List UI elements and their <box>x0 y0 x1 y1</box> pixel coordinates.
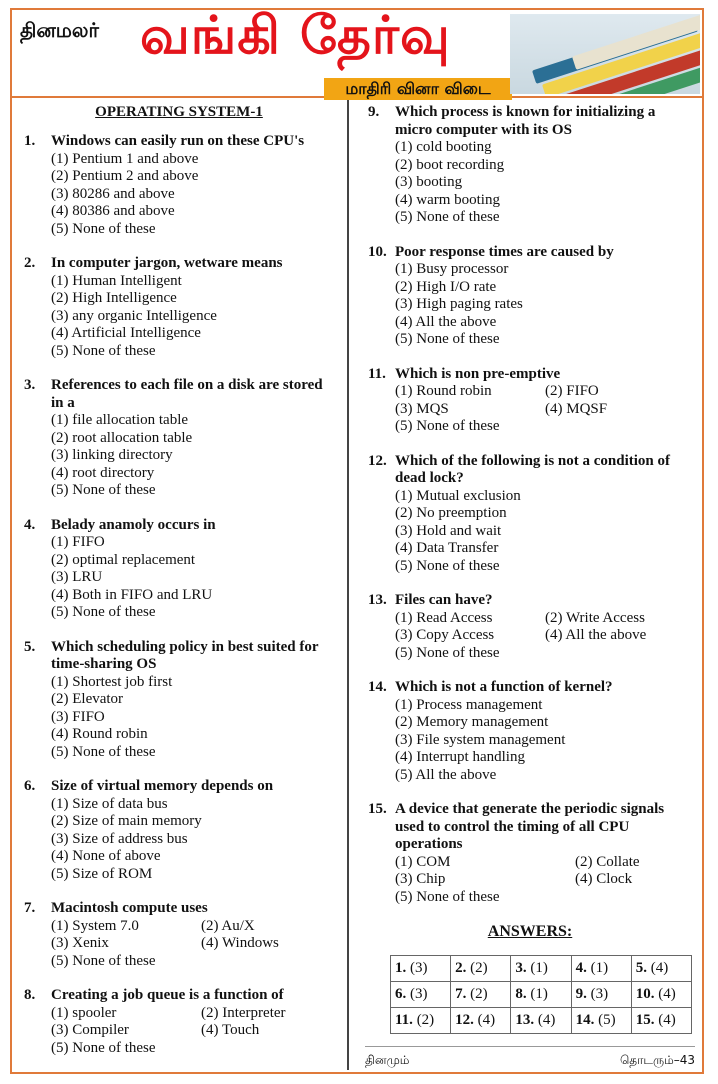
option-item: (3) Hold and wait <box>395 522 502 539</box>
option-item: (4) All the above <box>545 627 647 643</box>
question-header <box>24 900 334 918</box>
options-list <box>24 918 334 971</box>
footer <box>365 1046 695 1069</box>
option-item: (1) System 7.0 <box>51 917 139 934</box>
answer-number: 9. <box>575 986 587 1002</box>
answer-value: (2) <box>470 986 488 1002</box>
option-item: (4) MQSF <box>545 400 608 417</box>
question-text: Windows can easily run on these CPU's <box>51 133 305 149</box>
option-item: (2) High Intelligence <box>51 290 177 306</box>
answer-value: (5) <box>598 1012 616 1028</box>
answer-number: 8. <box>515 986 527 1002</box>
answer-cell <box>631 956 691 982</box>
question-text: Poor response times are caused by <box>395 243 614 260</box>
question-item <box>24 639 334 762</box>
answer-cell <box>391 982 451 1008</box>
question-number: 13. <box>368 592 387 608</box>
question-text: A device that generate the periodic signals used to control the timing of all CPU operations <box>395 801 665 852</box>
option-item: (4) None of above <box>51 848 161 864</box>
question-header <box>24 517 334 535</box>
option-item: (2) Pentium 2 and above <box>51 168 199 184</box>
option-item: (5) None of these <box>51 604 156 620</box>
option-item: (3) Compiler <box>51 1022 129 1038</box>
answer-cell <box>571 956 631 982</box>
question-item <box>368 104 692 227</box>
option-item: (2) No preemption <box>395 505 507 521</box>
question-text: Which process is known for initializing a micro computer with its OS <box>395 104 656 138</box>
question-item <box>368 244 692 349</box>
question-text: Belady anamoly occurs in <box>51 516 216 533</box>
option-item: (3) File system management <box>395 731 566 748</box>
answer-number: 15. <box>635 1012 655 1028</box>
answer-number: 7. <box>455 986 467 1002</box>
answer-value: (2) <box>470 960 488 976</box>
option-item: (5) None of these <box>51 342 156 359</box>
option-item: (2) optimal replacement <box>51 551 196 568</box>
page-title: வங்கி தேர்வு <box>140 6 451 66</box>
option-item: (3) any organic Intelligence <box>51 307 217 324</box>
question-number: 14. <box>368 679 387 695</box>
answers-row <box>391 956 692 982</box>
question-header <box>24 987 334 1005</box>
options-list <box>24 796 334 884</box>
answer-cell <box>511 982 571 1008</box>
option-item: (3) MQS <box>395 400 449 417</box>
answer-cell <box>451 1008 511 1034</box>
answer-number: 10. <box>635 986 655 1002</box>
option-item: (1) file allocation table <box>51 412 189 428</box>
answer-number: 13. <box>515 1012 535 1028</box>
option-item: (1) Busy processor <box>395 261 509 277</box>
option-item: (2) Write Access <box>545 609 645 626</box>
option-item: (2) boot recording <box>395 156 505 173</box>
answer-cell <box>571 982 631 1008</box>
option-item: (4) root directory <box>51 464 155 481</box>
question-item <box>24 900 334 970</box>
answer-value: (1) <box>530 960 548 976</box>
answer-cell <box>571 1008 631 1034</box>
option-item: (1) spooler <box>51 1004 117 1021</box>
options-grid <box>395 383 692 418</box>
question-number: 12. <box>368 452 387 469</box>
options-list <box>368 697 692 785</box>
options-grid <box>51 918 334 953</box>
option-item: (4) Interrupt handling <box>395 749 525 765</box>
question-number: 11. <box>368 365 386 382</box>
left-column <box>24 104 334 1074</box>
answer-value: (4) <box>658 986 676 1002</box>
options-grid <box>395 854 692 889</box>
footer-right: தொடரும்–43 <box>619 1053 695 1067</box>
option-item: (1) Process management <box>395 696 543 713</box>
answer-cell <box>511 956 571 982</box>
option-item: (1) Shortest job first <box>51 673 173 690</box>
option-item: (4) All the above <box>395 313 497 330</box>
question-header <box>24 639 334 674</box>
question-number: 9. <box>368 104 380 120</box>
footer-left: தினமும் <box>365 1053 410 1067</box>
option-item: (2) High I/O rate <box>395 278 497 295</box>
question-header <box>368 366 692 384</box>
question-item <box>368 453 692 576</box>
option-item: (2) Memory management <box>395 714 549 730</box>
option-item: (1) COM <box>395 853 451 870</box>
option-item: (4) Round robin <box>51 726 148 742</box>
option-item: (4) Touch <box>201 1022 260 1038</box>
answer-cell <box>391 956 451 982</box>
subtitle-banner: மாதிரி வினா விடை <box>324 78 512 100</box>
answer-value: (1) <box>590 960 609 976</box>
question-text: Size of virtual memory depends on <box>51 778 274 794</box>
option-item: (3) Chip <box>395 871 446 887</box>
option-item: (5) None of these <box>51 1039 156 1056</box>
answer-value: (3) <box>590 986 609 1002</box>
option-item: (1) Mutual exclusion <box>395 487 521 504</box>
answer-cell <box>451 982 511 1008</box>
answer-cell <box>631 1008 691 1034</box>
option-item: (3) LRU <box>51 569 103 585</box>
question-text: Which scheduling policy in best suited for time-sharing OS <box>51 638 319 672</box>
question-number: 10. <box>368 243 387 260</box>
question-item <box>368 679 692 784</box>
option-item: (3) booting <box>395 174 463 190</box>
option-item: (5) None of these <box>395 888 500 905</box>
question-header <box>368 104 692 139</box>
question-text: Creating a job queue is a function of <box>51 987 284 1003</box>
option-item: (3) FIFO <box>51 708 105 725</box>
option-item: (1) cold booting <box>395 139 492 155</box>
answer-value: (4) <box>650 960 669 976</box>
answers-row <box>391 982 692 1008</box>
option-item: (1) Round robin <box>395 383 492 399</box>
question-header <box>368 244 692 262</box>
option-item: (3) Copy Access <box>395 627 495 643</box>
options-grid <box>51 1005 334 1040</box>
option-item: (4) Data Transfer <box>395 540 499 556</box>
answer-cell <box>391 1008 451 1034</box>
answer-number: 11. <box>395 1012 413 1028</box>
option-item: (4) Clock <box>575 871 633 887</box>
option-item: (5) Size of ROM <box>51 865 153 882</box>
options-list <box>24 273 334 361</box>
answer-number: 6. <box>395 986 407 1002</box>
answer-value: (4) <box>658 1012 676 1028</box>
option-item: (2) root allocation table <box>51 429 193 446</box>
option-item: (1) Read Access <box>395 609 493 626</box>
answer-cell <box>511 1008 571 1034</box>
option-item: (1) Size of data bus <box>51 795 168 812</box>
options-list <box>368 139 692 227</box>
question-number: 7. <box>24 900 36 916</box>
option-item: (1) FIFO <box>51 534 105 550</box>
question-item <box>368 801 692 906</box>
answers-table <box>390 955 692 1034</box>
answer-number: 1. <box>395 960 407 976</box>
option-item: (2) Interpreter <box>201 1004 286 1021</box>
option-item: (5) None of these <box>51 743 156 760</box>
question-header <box>368 801 692 854</box>
option-item: (2) Collate <box>575 853 640 870</box>
option-item: (5) None of these <box>51 482 156 498</box>
option-item: (5) None of these <box>395 418 500 434</box>
option-item: (2) Size of main memory <box>51 813 202 829</box>
option-item: (2) Elevator <box>51 691 124 707</box>
option-item: (4) Windows <box>201 935 279 951</box>
question-item <box>24 778 334 883</box>
option-item: (5) None of these <box>51 952 156 969</box>
header <box>12 6 702 98</box>
question-number: 5. <box>24 638 36 655</box>
option-item: (4) warm booting <box>395 191 500 208</box>
options-list <box>368 854 692 907</box>
options-list <box>24 674 334 762</box>
question-number: 6. <box>24 778 36 794</box>
options-list <box>24 1005 334 1058</box>
answer-number: 2. <box>455 960 467 976</box>
options-list <box>24 412 334 500</box>
answer-cell <box>451 956 511 982</box>
option-item: (5) None of these <box>395 644 500 661</box>
option-item: (5) None of these <box>395 209 500 225</box>
question-number: 4. <box>24 516 36 533</box>
answer-number: 5. <box>635 960 648 976</box>
question-item <box>24 133 334 238</box>
options-grid <box>395 610 692 645</box>
option-item: (4) 80386 and above <box>51 203 175 219</box>
answers-row <box>391 1008 692 1034</box>
options-list <box>368 488 692 576</box>
options-list <box>24 151 334 239</box>
question-text: In computer jargon, wetware means <box>51 255 283 271</box>
question-item <box>24 987 334 1057</box>
question-number: 1. <box>24 133 36 149</box>
question-header <box>24 133 334 151</box>
option-item: (3) Xenix <box>51 935 109 951</box>
option-item: (3) linking directory <box>51 447 173 463</box>
question-number: 15. <box>368 801 387 817</box>
question-header <box>368 592 692 610</box>
options-list <box>368 383 692 436</box>
answer-value: (4) <box>477 1012 496 1028</box>
option-item: (4) Both in FIFO and LRU <box>51 586 213 603</box>
option-item: (5) None of these <box>395 557 500 574</box>
question-number: 8. <box>24 987 36 1003</box>
question-text: Which is non pre-emptive <box>395 365 561 382</box>
question-text: Which of the following is not a condition of dead lock? <box>395 452 671 486</box>
option-item: (3) Size of address bus <box>51 830 188 847</box>
question-text: References to each file on a disk are stored in a <box>51 377 323 411</box>
answer-value: (1) <box>530 986 548 1002</box>
option-item: (2) Au/X <box>201 917 255 934</box>
question-item <box>368 592 692 662</box>
question-item <box>24 377 334 500</box>
question-item <box>24 255 334 360</box>
options-list <box>24 534 334 622</box>
option-item: (2) FIFO <box>545 383 599 399</box>
column-divider <box>347 100 349 1070</box>
question-item <box>368 366 692 436</box>
option-item: (1) Human Intelligent <box>51 272 182 289</box>
answer-number: 3. <box>515 960 527 976</box>
answer-value: (3) <box>410 960 428 976</box>
question-header <box>368 453 692 488</box>
question-text: Which is not a function of kernel? <box>395 679 613 695</box>
question-item <box>24 517 334 622</box>
answer-value: (3) <box>410 986 428 1002</box>
option-item: (3) High paging rates <box>395 296 523 312</box>
brand-logo: தினமலர் <box>20 18 99 42</box>
question-text: Files can have? <box>395 592 493 608</box>
answer-number: 14. <box>575 1012 595 1028</box>
question-header <box>24 255 334 273</box>
options-list <box>368 261 692 349</box>
answer-value: (4) <box>537 1012 556 1028</box>
option-item: (1) Pentium 1 and above <box>51 150 199 167</box>
question-header <box>24 377 334 412</box>
option-item: (3) 80286 and above <box>51 185 175 202</box>
question-number: 3. <box>24 377 36 393</box>
option-item: (5) None of these <box>51 220 156 237</box>
answer-number: 12. <box>455 1012 474 1028</box>
question-number: 2. <box>24 255 36 271</box>
option-item: (5) None of these <box>395 331 500 347</box>
option-item: (5) All the above <box>395 766 497 783</box>
answer-number: 4. <box>575 960 587 976</box>
question-header <box>24 778 334 796</box>
section-title: OPERATING SYSTEM-1 <box>95 104 263 120</box>
right-column <box>368 104 692 1034</box>
question-text: Macintosh compute uses <box>51 900 208 916</box>
answers-title: ANSWERS: <box>487 923 573 940</box>
answer-value: (2) <box>416 1012 435 1028</box>
answer-cell <box>631 982 691 1008</box>
question-header <box>368 679 692 697</box>
options-list <box>368 610 692 663</box>
option-item: (4) Artificial Intelligence <box>51 325 201 341</box>
books-image <box>510 14 700 94</box>
